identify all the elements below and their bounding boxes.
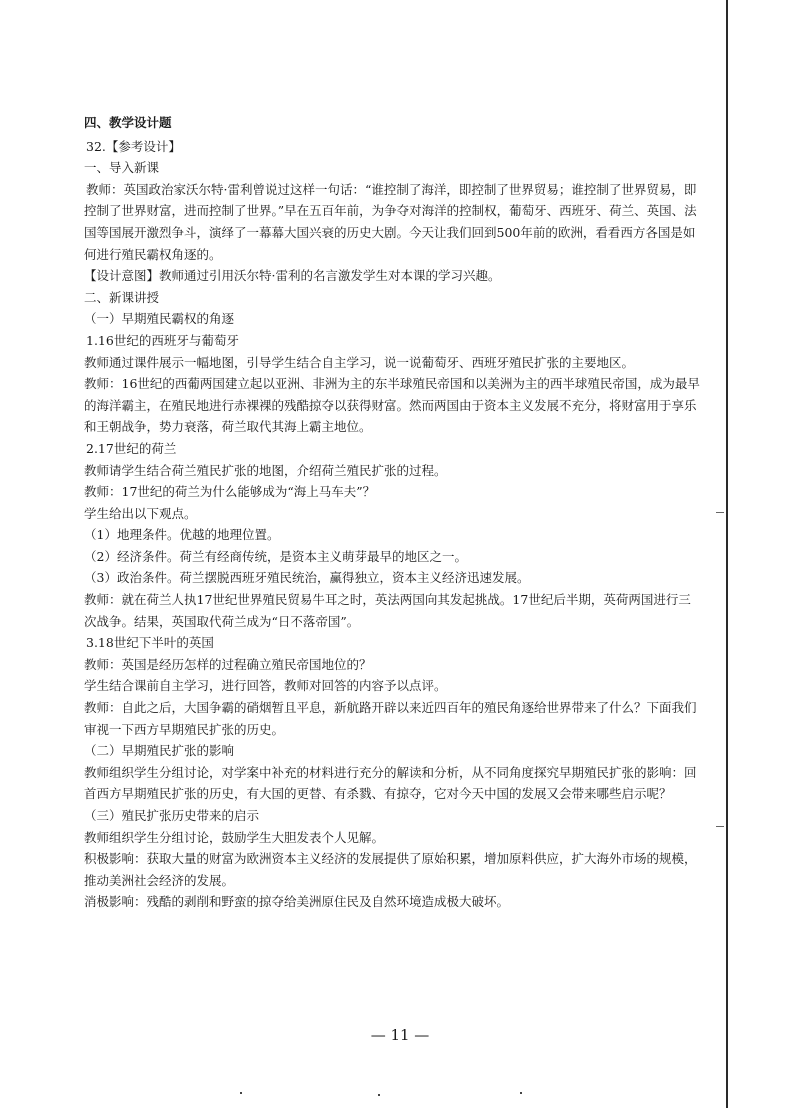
topic-heading: 1.16世纪的西班牙与葡萄牙 bbox=[86, 332, 239, 348]
question-label: 32.【参考设计】 bbox=[86, 138, 181, 154]
scan-speck bbox=[240, 1092, 242, 1094]
body-paragraph: 教师组织学生分组讨论，鼓励学生大胆发表个人见解。 bbox=[84, 829, 385, 845]
body-paragraph: 教师：17世纪的荷兰为什么能够成为“海上马车夫”？ bbox=[84, 484, 376, 500]
scan-speck bbox=[378, 1094, 380, 1096]
page-edge-line bbox=[726, 0, 728, 1108]
page-number: — 11 — bbox=[370, 1026, 430, 1044]
body-paragraph: 学生结合课前自主学习，进行回答，教师对回答的内容予以点评。 bbox=[84, 678, 447, 694]
section-heading: 四、教学设计题 bbox=[84, 115, 172, 130]
design-intent-note: 【设计意图】教师通过引用沃尔特·雷利的名言激发学生对本课的学习兴趣。 bbox=[84, 268, 501, 284]
topic-heading: 2.17世纪的荷兰 bbox=[86, 440, 177, 456]
topic-heading: 3.18世纪下半叶的英国 bbox=[86, 635, 214, 651]
body-paragraph: 教师：就在荷兰人执17世纪世界殖民贸易牛耳之时，英法两国向其发起挑战。17世纪后半期，英荷两国进行三次战争。结果，英国取代荷兰成为“日不落帝国”。 bbox=[84, 592, 691, 629]
body-paragraph: 积极影响：获取大量的财富为欧洲资本主义经济的发展提供了原始积累，增加原料供应，扩大海外市场的规模，推动美洲社会经济的发展。 bbox=[84, 851, 697, 888]
body-paragraph: 教师请学生结合荷兰殖民扩张的地图，介绍荷兰殖民扩张的过程。 bbox=[84, 462, 447, 478]
edge-tick-mark bbox=[716, 512, 724, 513]
subsection-heading: 二、新课讲授 bbox=[84, 289, 160, 305]
subsection-heading: 一、导入新课 bbox=[84, 160, 160, 176]
subsection-heading: （一）早期殖民霸权的角逐 bbox=[84, 311, 235, 327]
subsection-heading: （三）殖民扩张历史带来的启示 bbox=[84, 808, 260, 823]
body-paragraph: 消极影响：残酷的剥削和野蛮的掠夺给美洲原住民及自然环境造成极大破坏。 bbox=[84, 894, 510, 910]
edge-tick-mark bbox=[716, 826, 724, 827]
list-item: （3）政治条件。荷兰摆脱西班牙殖民统治，赢得独立，资本主义经济迅速发展。 bbox=[84, 570, 530, 586]
page-body bbox=[84, 112, 702, 913]
subsection-heading: （二）早期殖民扩张的影响 bbox=[84, 743, 235, 759]
body-paragraph: 教师通过课件展示一幅地图，引导学生结合自主学习，说一说葡萄牙、西班牙殖民扩张的主要地区。 bbox=[84, 354, 635, 370]
body-paragraph: 学生给出以下观点。 bbox=[84, 505, 197, 521]
list-item: （1）地理条件。优越的地理位置。 bbox=[84, 527, 280, 543]
body-paragraph: 教师组织学生分组讨论，对学案中补充的材料进行充分的解读和分析，从不同角度探究早期殖民扩张的影响：回首西方早期殖民扩张的历史，有大国的更替、有杀戮、有掠夺，它对今天中国的发展又会带来哪些启示呢？ bbox=[84, 764, 697, 802]
list-item: （2）经济条件。荷兰有经商传统，是资本主义萌芽最早的地区之一。 bbox=[84, 548, 467, 564]
scan-speck bbox=[520, 1092, 522, 1094]
body-paragraph: 教师：自此之后，大国争霸的硝烟暂且平息，新航路开辟以来近四百年的殖民角逐给世界带来了什么？下面我们审视一下西方早期殖民扩张的历史。 bbox=[84, 700, 697, 737]
body-paragraph: 教师：英国政治家沃尔特·雷利曾说过这样一句话：“谁控制了海洋，即控制了世界贸易；谁控制了世界贸易，即控制了世界财富，进而控制了世界。”早在五百年前，为争夺对海洋的控制权，葡萄牙、西班牙、荷兰、英国、法国等国展开激烈争斗，演绎了一幕幕大国兴衰的历史大剧。今天让我们回到500年前的欧洲，看看西方各国是如何进行殖民霸权角逐的。 bbox=[84, 181, 697, 262]
body-paragraph: 教师：16世纪的西葡两国建立起以亚洲、非洲为主的东半球殖民帝国和以美洲为主的西半球殖民帝国，成为最早的海洋霸主，在殖民地进行赤裸裸的残酷掠夺以获得财富。然而两国由于资本主义发展不充分，将财富用于享乐和王朝战争，势力衰落，荷兰取代其海上霸主地位。 bbox=[84, 376, 700, 435]
body-paragraph: 教师：英国是经历怎样的过程确立殖民帝国地位的？ bbox=[84, 656, 372, 672]
